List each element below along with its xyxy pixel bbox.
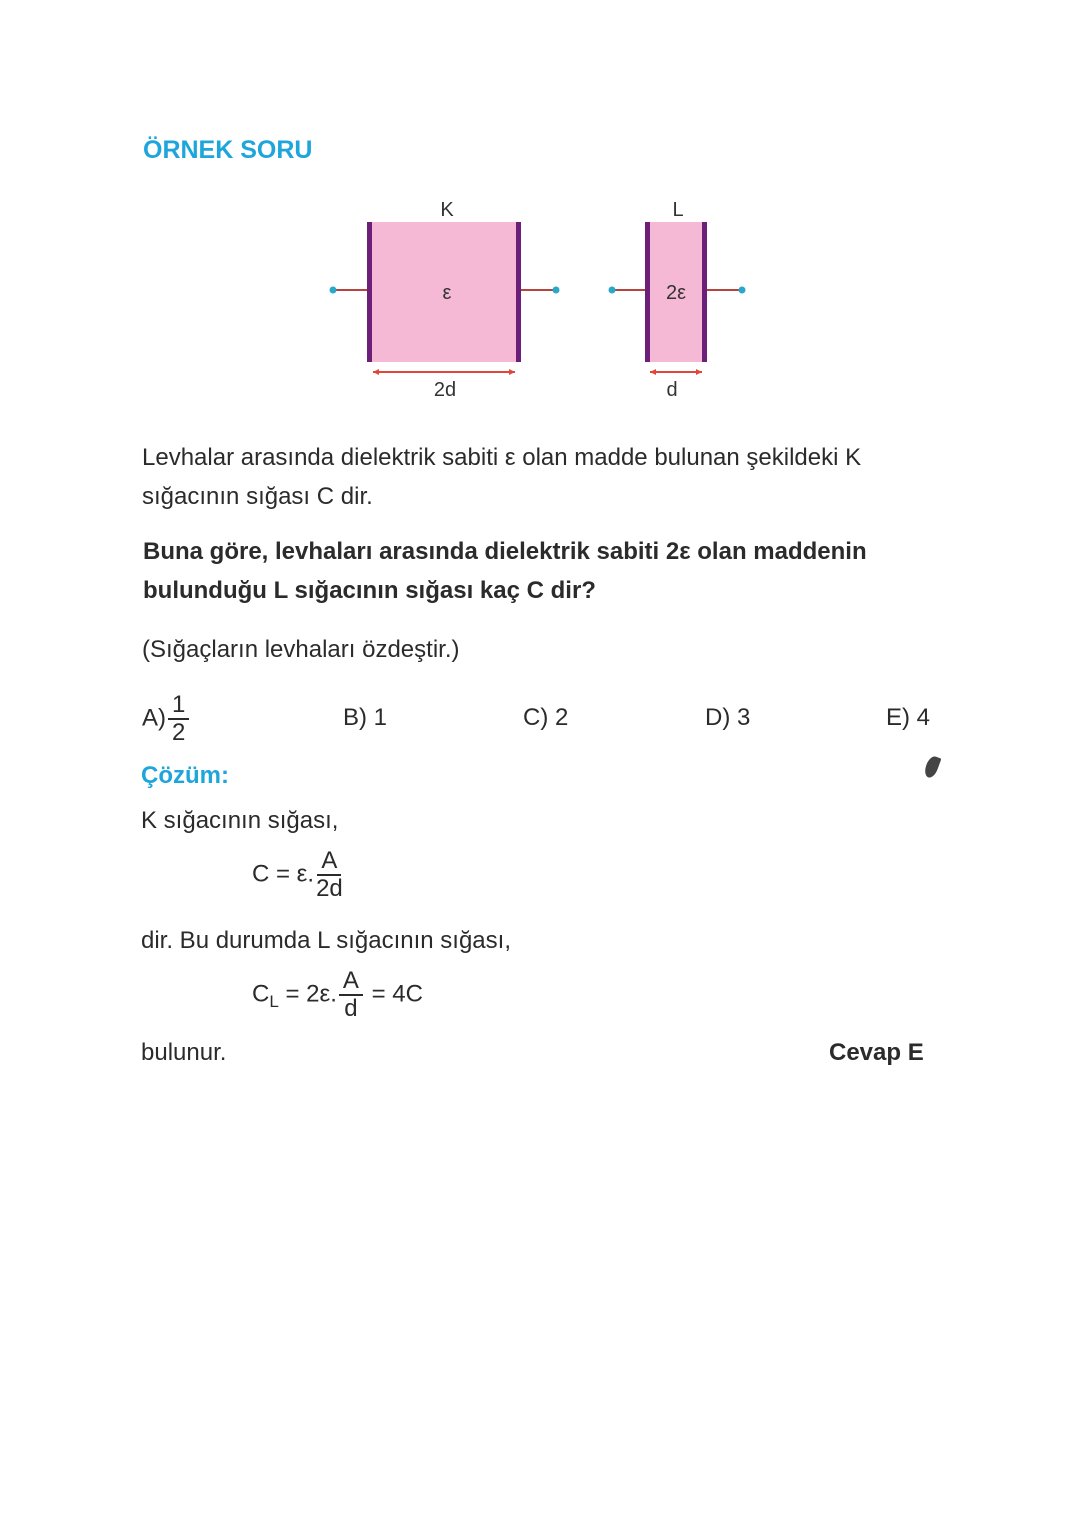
equation-2-middle: = 2ε.	[278, 980, 337, 1008]
l-left-terminal	[609, 287, 616, 294]
l-left-plate	[645, 222, 650, 362]
answer-label: Cevap E	[829, 1039, 924, 1066]
option-b: B) 1	[343, 704, 388, 731]
section-title: ÖRNEK SORU	[143, 136, 313, 164]
capacitor-diagram	[0, 0, 1080, 420]
question-bold-line-1: Buna göre, levhaları arasında dielektrik sabiti 2ε olan maddenin	[143, 538, 867, 565]
equation-1-left: C = ε.	[252, 860, 315, 888]
k-right-plate	[516, 222, 521, 362]
equation-2-result: = 4C	[364, 980, 423, 1008]
option-a-numerator: 1	[168, 692, 189, 720]
drop-mark-icon	[923, 755, 942, 780]
option-a	[142, 692, 191, 746]
solution-heading: Çözüm:	[141, 762, 229, 789]
l-label: L	[672, 199, 684, 221]
l-right-plate	[702, 222, 707, 362]
question-line-2: sığacının sığası C dir.	[142, 483, 373, 510]
k-label: K	[440, 199, 454, 221]
equation-2-numerator: A	[339, 968, 363, 996]
l-right-terminal	[739, 287, 746, 294]
l-distance-label: d	[666, 379, 678, 401]
option-a-fraction	[168, 692, 189, 746]
capacitor-l	[609, 199, 746, 401]
equation-2-fraction	[339, 968, 363, 1022]
capacitor-k	[330, 199, 560, 401]
equation-2-subscript: L	[269, 992, 279, 1012]
equation-2	[252, 968, 423, 1022]
k-dielectric-label: ε	[442, 282, 452, 304]
solution-line-2: dir. Bu durumda L sığacının sığası,	[141, 927, 511, 954]
question-line-1: Levhalar arasında dielektrik sabiti ε olan madde bulunan şekildeki K	[142, 444, 862, 471]
question-bold-line-2: bulunduğu L sığacının sığası kaç C dir?	[143, 577, 596, 604]
option-d: D) 3	[705, 704, 751, 731]
option-a-denominator: 2	[172, 719, 186, 746]
k-left-terminal	[330, 287, 337, 294]
k-distance-label: 2d	[433, 379, 457, 401]
l-dielectric-label: 2ε	[665, 282, 687, 304]
equation-1-denominator: 2d	[316, 875, 343, 902]
question-note: (Sığaçların levhaları özdeştir.)	[142, 636, 460, 663]
equation-2-symbol: C	[252, 980, 270, 1008]
option-e: E) 4	[886, 704, 931, 731]
option-a-label: A)	[142, 704, 166, 732]
equation-1-fraction	[316, 848, 343, 902]
solution-line-1: K sığacının sığası,	[141, 807, 339, 834]
k-left-plate	[367, 222, 372, 362]
solution-line-3: bulunur.	[141, 1039, 227, 1066]
equation-1	[252, 848, 345, 902]
equation-2-denominator: d	[344, 995, 358, 1022]
option-c: C) 2	[523, 704, 569, 731]
k-right-terminal	[553, 287, 560, 294]
equation-1-numerator: A	[317, 848, 341, 876]
